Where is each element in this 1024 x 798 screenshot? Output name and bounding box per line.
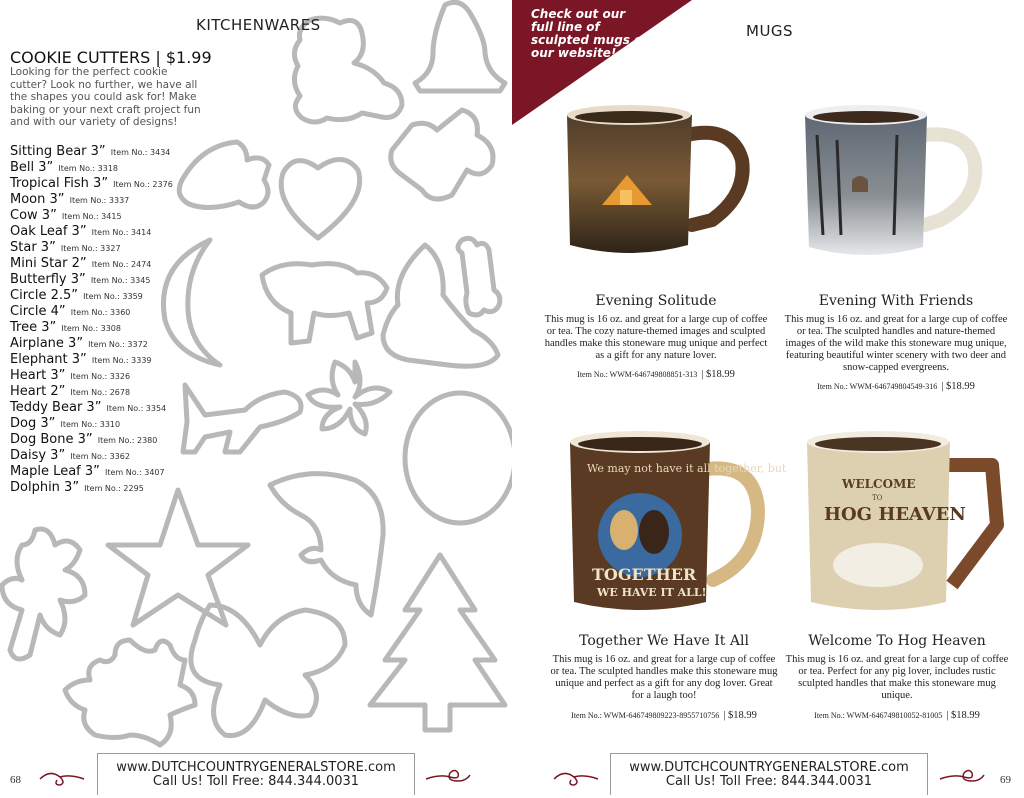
item-name: Heart 2” <box>10 384 66 399</box>
list-item <box>10 158 173 174</box>
product-price-line <box>539 705 789 723</box>
item-number: Item No.: 3360 <box>70 308 131 317</box>
item-number: Item No.: 3318 <box>58 164 119 173</box>
item-name: Dog 3” <box>10 416 56 431</box>
item-name: Maple Leaf 3” <box>10 464 100 479</box>
list-item <box>10 478 173 494</box>
product-description: This mug is 16 oz. and great for a large cup of coffee or tea. The sculpted handles and nature-themed images of the wild make this stoneware mug unique, featuring beautiful winter scenery with two deer and snow-capped evergreens. <box>784 314 1008 373</box>
phone-number: Call Us! Toll Free: 844.344.0031 <box>152 774 360 789</box>
item-number: Item No.: WWM-646749810052-81005 <box>814 711 943 720</box>
price: | $18.99 <box>946 710 980 721</box>
dolphin-cutter <box>270 474 383 615</box>
item-number: Item No.: 2678 <box>70 388 131 397</box>
phone-number: Call Us! Toll Free: 844.344.0031 <box>665 774 873 789</box>
item-name: Dog Bone 3” <box>10 432 93 447</box>
right-page <box>512 0 1024 798</box>
mug-printed-text: TO <box>872 494 883 502</box>
cookie-cutters-description: Looking for the perfect cookie cutter? Look no further, we have all the shapes you could ask for! Make baking or your next craft project fun and with our variety of designs! <box>10 66 201 128</box>
list-item <box>10 366 173 382</box>
item-number: Item No.: 3415 <box>61 212 122 221</box>
tree-cutter <box>370 555 505 730</box>
product-description: This mug is 16 oz. and great for a large cup of coffee or tea. Perfect for any pig lover, includes rustic sculpted handles that make this stoneware mug unique. <box>785 654 1009 701</box>
dog-cutter <box>383 245 498 366</box>
mug-printed-text: We may not have it all together, but <box>587 462 787 475</box>
product-title: Welcome To Hog Heaven <box>808 633 986 649</box>
star-cutter <box>108 490 248 625</box>
cookie-cutters-title: COOKIE CUTTERS | $1.99 <box>10 48 212 67</box>
product-description: This mug is 16 oz. and great for a large cup of coffee or tea. The cozy nature-themed images and sculpted handles make this stoneware mug unique and perfect as a gift for any nature lover. <box>544 314 768 361</box>
mug-image-evening-with-friends <box>797 95 987 275</box>
list-item <box>10 350 173 366</box>
list-item <box>10 302 173 318</box>
item-name: Cow 3” <box>10 208 57 223</box>
list-item <box>10 382 173 398</box>
item-name: Dolphin 3” <box>10 480 80 495</box>
list-item <box>10 398 173 414</box>
item-name: Bell 3” <box>10 160 54 175</box>
product-price-line <box>772 705 1022 723</box>
product-title: Evening With Friends <box>818 293 974 309</box>
list-item <box>10 286 173 302</box>
item-name: Airplane 3” <box>10 336 84 351</box>
list-item <box>10 414 173 430</box>
item-number: Item No.: 2295 <box>84 484 144 493</box>
item-number: Item No.: 3327 <box>60 244 121 253</box>
product-description: This mug is 16 oz. and great for a large cup of coffee or tea. The sculpted handles make this stoneware mug unique and perfect as a gift for any dog lover. Great for a laugh too! <box>550 654 778 701</box>
item-number: Item No.: WWM-646749804549-316 <box>817 382 938 391</box>
price: | $18.99 <box>723 710 757 721</box>
item-name: Tropical Fish 3” <box>10 176 109 191</box>
cookie-cutter-list <box>10 142 173 494</box>
item-name: Circle 4” <box>10 304 66 319</box>
maple-leaf-cutter <box>65 640 195 745</box>
item-number: Item No.: 3339 <box>91 356 152 365</box>
product-price-line <box>531 364 781 382</box>
heart-cutter <box>281 159 359 238</box>
airplane-cutter <box>183 385 301 452</box>
mug-image-together-we-have-it-all <box>562 420 787 620</box>
item-number: Item No.: 3372 <box>88 340 148 349</box>
item-number: Item No.: 2376 <box>113 180 173 189</box>
item-number: Item No.: 3345 <box>90 276 151 285</box>
website-link[interactable]: www.DUTCHCOUNTRYGENERALSTORE.com <box>116 760 396 775</box>
item-number: Item No.: 3414 <box>91 228 152 237</box>
mug-printed-text: WELCOME <box>842 477 916 491</box>
price: | $18.99 <box>941 381 975 392</box>
item-name: Daisy 3” <box>10 448 66 463</box>
item-number: Item No.: 2380 <box>97 436 158 445</box>
item-name: Moon 3” <box>10 192 65 207</box>
product-price-line <box>771 376 1021 394</box>
item-number: Item No.: 3407 <box>104 468 165 477</box>
mug-printed-text: TOGETHER <box>592 565 697 584</box>
item-name: Oak Leaf 3” <box>10 224 87 239</box>
item-name: Sitting Bear 3” <box>10 144 106 159</box>
item-name: Tree 3” <box>10 320 57 335</box>
footer-contact-box <box>97 753 415 795</box>
item-name: Butterfly 3” <box>10 272 86 287</box>
flourish-icon <box>38 767 86 787</box>
website-banner-text[interactable]: Check out our full line of sculpted mugs on our website! <box>531 7 651 60</box>
list-item <box>10 174 173 190</box>
list-item <box>10 190 173 206</box>
website-link[interactable]: www.DUTCHCOUNTRYGENERALSTORE.com <box>629 760 909 775</box>
mug-image-evening-solitude <box>562 95 752 275</box>
item-number: Item No.: WWM-646749808851-313 <box>577 370 698 379</box>
list-item <box>10 142 173 158</box>
item-name: Mini Star 2” <box>10 256 87 271</box>
list-item <box>10 430 173 446</box>
item-name: Teddy Bear 3” <box>10 400 102 415</box>
list-item <box>10 222 173 238</box>
list-item <box>10 270 173 286</box>
page-number: 69 <box>1000 774 1011 786</box>
item-number: Item No.: 3362 <box>70 452 130 461</box>
flourish-icon <box>424 767 472 787</box>
product-title: Together We Have It All <box>579 633 749 649</box>
dog-bone-cutter <box>458 238 500 315</box>
elephant-cutter <box>262 264 387 343</box>
item-number: Item No.: 3337 <box>69 196 130 205</box>
tropical-fish-cutter <box>179 142 269 208</box>
item-number: Item No.: 3310 <box>60 420 121 429</box>
item-number: Item No.: 3359 <box>83 292 143 301</box>
price: | $18.99 <box>701 369 735 380</box>
daisy-cutter <box>308 362 390 434</box>
item-name: Heart 3” <box>10 368 66 383</box>
oak-leaf-cutter <box>2 529 85 659</box>
item-name: Star 3” <box>10 240 56 255</box>
footer-contact-box <box>610 753 928 795</box>
flourish-icon <box>938 767 986 787</box>
mug-printed-text: WE HAVE IT ALL! <box>597 586 707 599</box>
list-item <box>10 318 173 334</box>
mug-image-welcome-to-hog-heaven <box>802 420 1002 620</box>
mug-printed-text: HOG HEAVEN <box>824 504 966 525</box>
item-number: Item No.: 3434 <box>110 148 171 157</box>
section-heading-kitchenwares: KITCHENWARES <box>196 16 321 34</box>
item-number: Item No.: 2474 <box>91 260 152 269</box>
list-item <box>10 462 173 478</box>
item-name: Circle 2.5” <box>10 288 79 303</box>
list-item <box>10 446 173 462</box>
cow-cutter <box>391 110 493 199</box>
section-heading-mugs: MUGS <box>746 22 794 40</box>
item-number: Item No.: 3326 <box>70 372 131 381</box>
circle-cutter <box>405 393 515 523</box>
item-name: Elephant 3” <box>10 352 87 367</box>
item-number: Item No.: WWM-646749809223-8955710756 <box>571 711 720 720</box>
product-title: Evening Solitude <box>595 293 717 309</box>
bell-cutter <box>415 2 505 91</box>
list-item <box>10 254 173 270</box>
page-number: 68 <box>10 774 21 786</box>
flourish-icon <box>552 767 600 787</box>
butterfly-cutter <box>191 605 345 736</box>
item-number: Item No.: 3354 <box>106 404 167 413</box>
item-number: Item No.: 3308 <box>61 324 121 333</box>
